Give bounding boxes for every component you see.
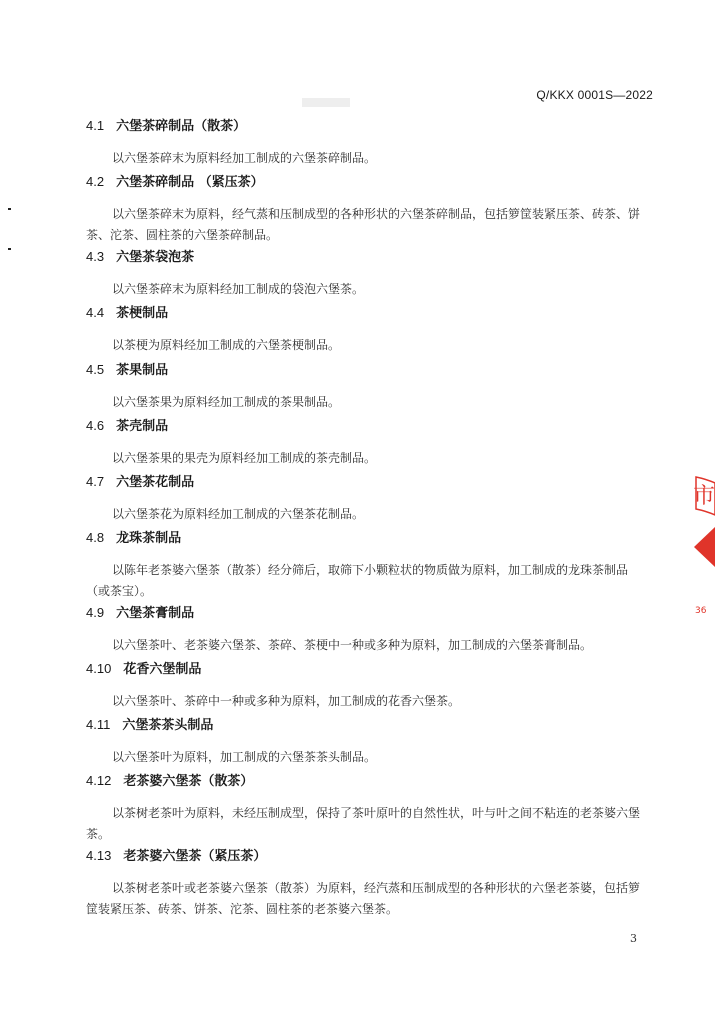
clause-4-12 [86,771,666,845]
clause-heading [86,771,666,791]
clause-heading [86,528,666,548]
clause-number: 4.13 [86,848,112,863]
clause-4-13 [86,846,666,920]
clause-title: 六堡茶膏制品 [116,606,195,621]
clause-heading [86,247,666,267]
clause-number: 4.1 [86,118,105,133]
clause-title: 六堡茶碎制品（散茶） [116,119,247,134]
faint-stamp-mark [302,98,350,107]
clause-heading [86,303,666,323]
clause-number: 4.9 [86,605,105,620]
clause-number: 4.3 [86,249,105,264]
clause-title: 茶果制品 [116,363,169,378]
clause-number: 4.12 [86,773,112,788]
clause-body: 以陈年老茶婆六堡茶（散茶）经分筛后，取筛下小颗粒状的物质做为原料，加工制成的龙珠茶制品（或茶宝）。 [86,563,629,598]
clause-number: 4.7 [86,474,105,489]
clause-title: 茶梗制品 [116,306,169,321]
clause-4-4 [86,303,666,356]
clause-body: 以六堡茶碎末为原料经加工制成的六堡茶碎制品。 [112,151,377,165]
clause-heading [86,472,666,492]
clause-body: 以六堡茶碎末为原料经加工制成的袋泡六堡茶。 [112,282,365,296]
clause-body: 以茶树老茶叶为原料，未经压制成型，保持了茶叶原叶的自然性状，叶与叶之间不粘连的老茶婆六堡茶。 [86,806,641,841]
seal-text: 市 [693,484,715,509]
clause-heading [86,659,666,679]
clause-4-2 [86,172,666,246]
clause-4-11 [86,715,666,768]
seal-star-fragment [694,527,715,567]
clause-number: 4.11 [86,717,111,732]
clause-4-6 [86,416,666,469]
clause-body: 以六堡茶花为原料经加工制成的六堡茶花制品。 [112,507,365,521]
clause-heading [86,846,666,866]
clause-heading [86,416,666,436]
clause-title: 六堡茶袋泡茶 [116,250,195,265]
clause-body: 以六堡茶叶、老茶婆六堡茶、茶碎、茶梗中一种或多种为原料，加工制成的六堡茶膏制品。 [112,638,593,652]
edge-mark [8,208,11,210]
clause-4-8 [86,528,666,602]
clause-title: 花香六堡制品 [123,662,202,677]
clause-body: 以六堡茶果为原料经加工制成的茶果制品。 [112,395,341,409]
clause-title: 茶壳制品 [116,419,169,434]
clause-number: 4.5 [86,362,105,377]
clause-body: 以六堡茶叶、茶碎中一种或多种为原料，加工制成的花香六堡茶。 [112,694,461,708]
clause-title: 六堡茶花制品 [116,475,195,490]
clause-4-9 [86,603,666,656]
clause-body: 以六堡茶碎末为原料，经气蒸和压制成型的各种形状的六堡茶碎制品，包括箩筐装紧压茶、砖茶、饼茶、沱茶、圆柱茶的六堡茶碎制品。 [86,207,641,242]
clause-heading [86,172,666,192]
document-code: Q/KKX 0001S—2022 [536,88,653,102]
clause-4-1 [86,116,666,169]
clause-heading [86,603,666,623]
clause-number: 4.8 [86,530,105,545]
clause-title: 龙珠茶制品 [116,531,182,546]
clause-body: 以六堡茶叶为原料，加工制成的六堡茶茶头制品。 [112,750,377,764]
edge-mark [8,248,11,250]
clause-4-10 [86,659,666,712]
clause-number: 4.2 [86,174,105,189]
clause-4-3 [86,247,666,300]
clause-title: 老茶婆六堡茶（紧压茶） [123,849,267,864]
svg-text:36: 36 [695,606,707,616]
clause-body: 以茶树老茶叶或老茶婆六堡茶（散茶）为原料，经汽蒸和压制成型的各种形状的六堡老茶婆，包括箩筐装紧压茶、砖茶、饼茶、沱茶、圆柱茶的老茶婆六堡茶。 [86,881,641,916]
clause-heading [86,360,666,380]
clause-title: 老茶婆六堡茶（散茶） [123,774,254,789]
clause-number: 4.10 [86,661,112,676]
clause-title: 六堡茶茶头制品 [122,718,214,733]
red-seal-stamp [676,475,715,620]
clause-title: 六堡茶碎制品 （紧压茶） [116,175,264,190]
clause-number: 4.4 [86,305,105,320]
clause-body: 以茶梗为原料经加工制成的六堡茶梗制品。 [112,338,341,352]
clause-4-7 [86,472,666,525]
clause-heading [86,116,666,136]
clause-number: 4.6 [86,418,105,433]
clause-body: 以六堡茶果的果壳为原料经加工制成的茶壳制品。 [112,451,377,465]
clause-heading [86,715,666,735]
page-number: 3 [630,932,637,945]
clause-4-5 [86,360,666,413]
